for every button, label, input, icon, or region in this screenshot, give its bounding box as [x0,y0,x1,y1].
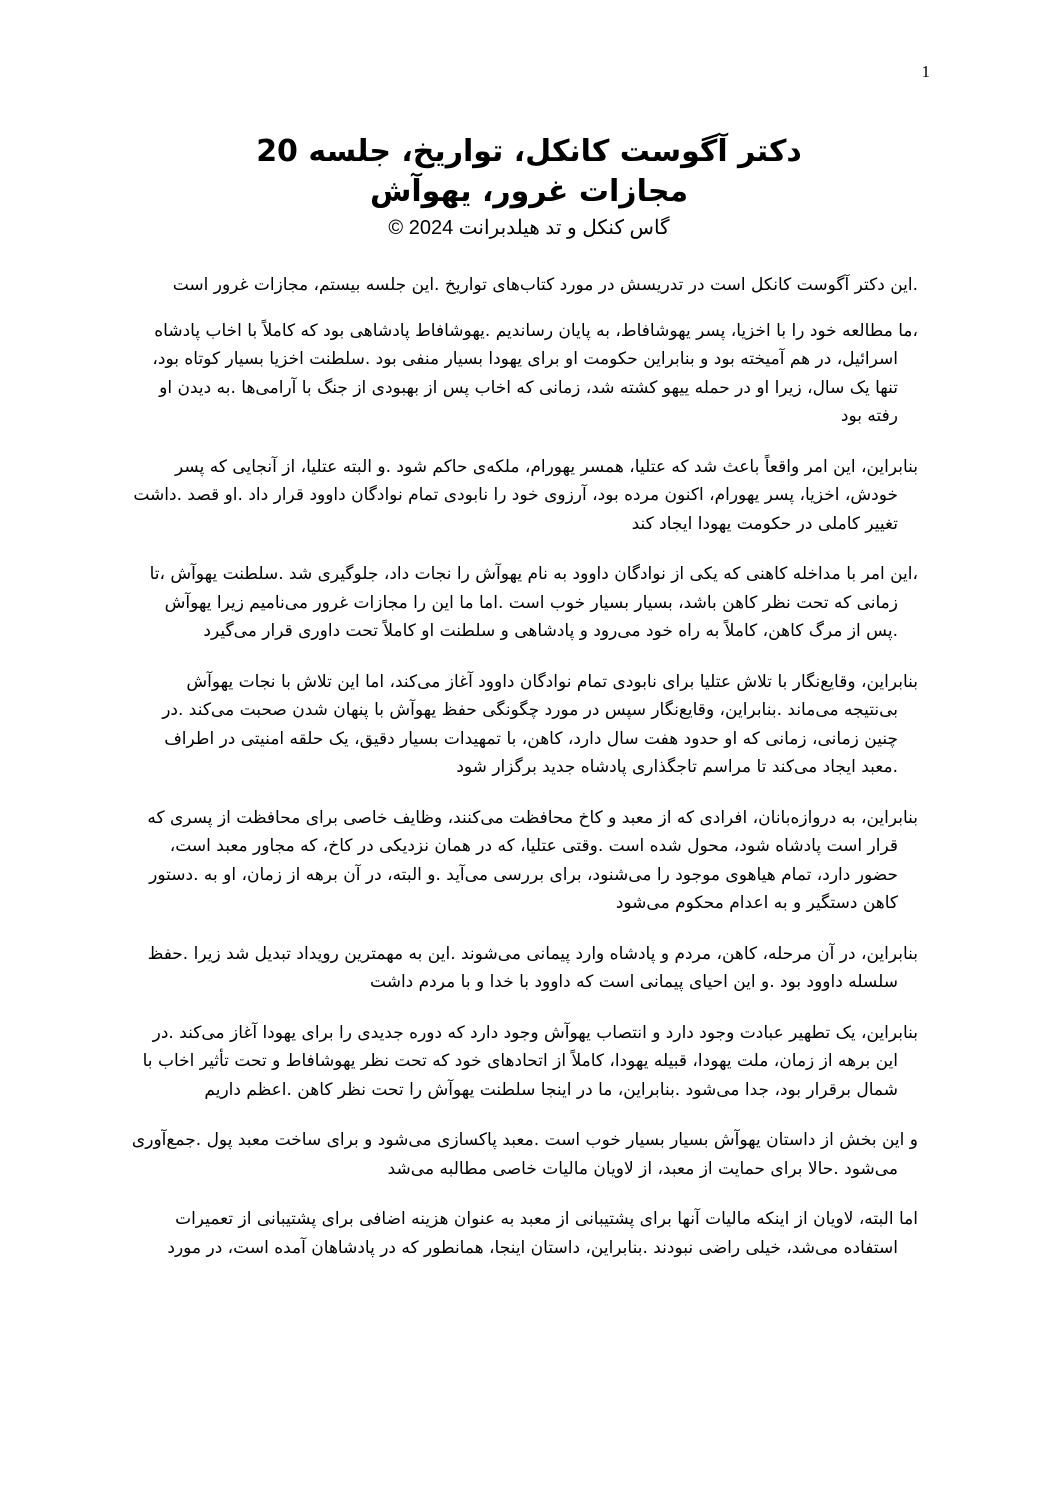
transcript-body [128,271,918,1284]
page-number: 1 [921,62,930,81]
paragraph: .این دکتر آگوست کانکل است در تدریسش در مورد کتاب‌های تواریخ .این جلسه بیستم، مجازات غرور است [172,275,918,295]
lecture-title: دکتر آگوست کانکل، تواریخ، جلسه 20 [256,134,802,169]
paragraph: بنابراین، در آن مرحله، کاهن، مردم و پادشاه وارد پیمانی می‌شوند .این به مهمترین رویداد تبدیل شد زیرا .حفظ سلسله داوود بود .و این احیای پیمانی است که داوود با خدا و با مردم داشت [147,943,918,992]
paragraph: ،ما مطالعه خود را با اخزیا، پسر یهوشافاط، به پایان رساندیم .یهوشافاط پادشاهی بود که کاملاً با اخاب پادشاه اسرائیل، در هم آمیخته بود و بنابراین حکومت او برای یهودا بسیار منفی بود .سلطنت اخزیا بسیار کوتاه بود، تنها یک سال، زیرا او در حمله ییهو کشته شد، زمانی که اخاب پس از بهبودی از جنگ با آرامی‌ها .به دیدن او رفته بود [152,320,918,426]
paragraph: بنابراین، یک تطهیر عبادت وجود دارد و انتصاب یهوآش وجود دارد که دوره جدیدی را برای یهودا آغاز می‌کند .در این برهه از زمان، ملت یهودا، قبیله یهودا، کاملاً از اتحادهای خود که تحت نظر یهوشافاط و تحت تأثیر اخاب با شمال برقرار بود، جدا می‌شود .بنابراین، ما در اینجا سلطنت یهوآش را تحت نظر کاهن .اعظم داریم [142,1022,918,1100]
paragraph: بنابراین، وقایع‌نگار با تلاش عتلیا برای نابودی تمام نوادگان داوود آغاز می‌کند، اما این تلاش با نجات یهوآش بی‌نتیجه می‌ماند .بنابراین، وقایع‌نگار سپس در مورد چگونگی حفظ یهوآش با پنهان شدن صحبت می‌کند .در چنین زمانی، زمانی که او حدود هفت سال دارد، کاهن، با تمهیدات بسیار دقیق، یک حلقه امنیتی در اطراف .معبد ایجاد می‌کند تا مراسم تاجگذاری پادشاه جدید برگزار شود [162,671,918,777]
paragraph: بنابراین، این امر واقعاً باعث شد که عتلیا، همسر یهورام، ملکه‌ی حاکم شود .و البته عتلیا، از آنجایی که پسر خودش، اخزیا، پسر یهورام، اکنون مرده بود، آرزوی خود را نابودی تمام نوادگان داوود قرار داد .او قصد .داشت تغییر کاملی در حکومت یهودا ایجاد کند [133,456,918,534]
paragraph: و این بخش از داستان یهوآش بسیار بسیار خوب است .معبد پاکسازی می‌شود و برای ساخت معبد پول .جمع‌آوری می‌شود .حالا برای حمایت از معبد، از لاویان مالیات خاصی مطالبه می‌شد [131,1130,918,1179]
paragraph: اما البته، لاویان از اینکه مالیات آنها برای پشتیبانی از معبد به عنوان هزینه اضافی برای پشتیبانی از تعمیرات استفاده می‌شد، خیلی راضی نبودند .بنابراین، داستان اینجا، همانطور که در پادشاهان آمده است، در مورد [167,1209,918,1258]
paragraph: بنابراین، به دروازه‌بانان، افرادی که از معبد و کاخ محافظت می‌کنند، وظایف خاصی برای محافظت از پسری که قرار است پادشاه شود، محول شده است .وقتی عتلیا، که در همان نزدیکی در کاخ، که مجاور معبد است، حضور دارد، تمام هیاهوی موجود را می‌شنود، برای بررسی می‌آید .و البته، در آن برهه از زمان، او به .دستور کاهن دستگیر و به اعدام محکوم می‌شود [147,807,918,913]
title-block [0,132,1058,242]
lecture-subtitle: مجازات غرور، یهوآش [369,174,689,209]
paragraph: ،این امر با مداخله کاهنی که یکی از نوادگان داوود به نام یهوآش را نجات داد، جلوگیری شد .سلطنت یهوآش ،تا زمانی که تحت نظر کاهن باشد، بسیار بسیار خوب است .اما ما این را مجازات غرور می‌نامیم زیرا یهوآش .پس از مرگ کاهن، کاملاً به راه خود می‌رود و پادشاهی و سلطنت او کاملاً تحت داوری قرار می‌گیرد [149,564,918,641]
copyright-line: گاس کنکل و تد هیلدبرانت 2024 © [388,217,670,239]
